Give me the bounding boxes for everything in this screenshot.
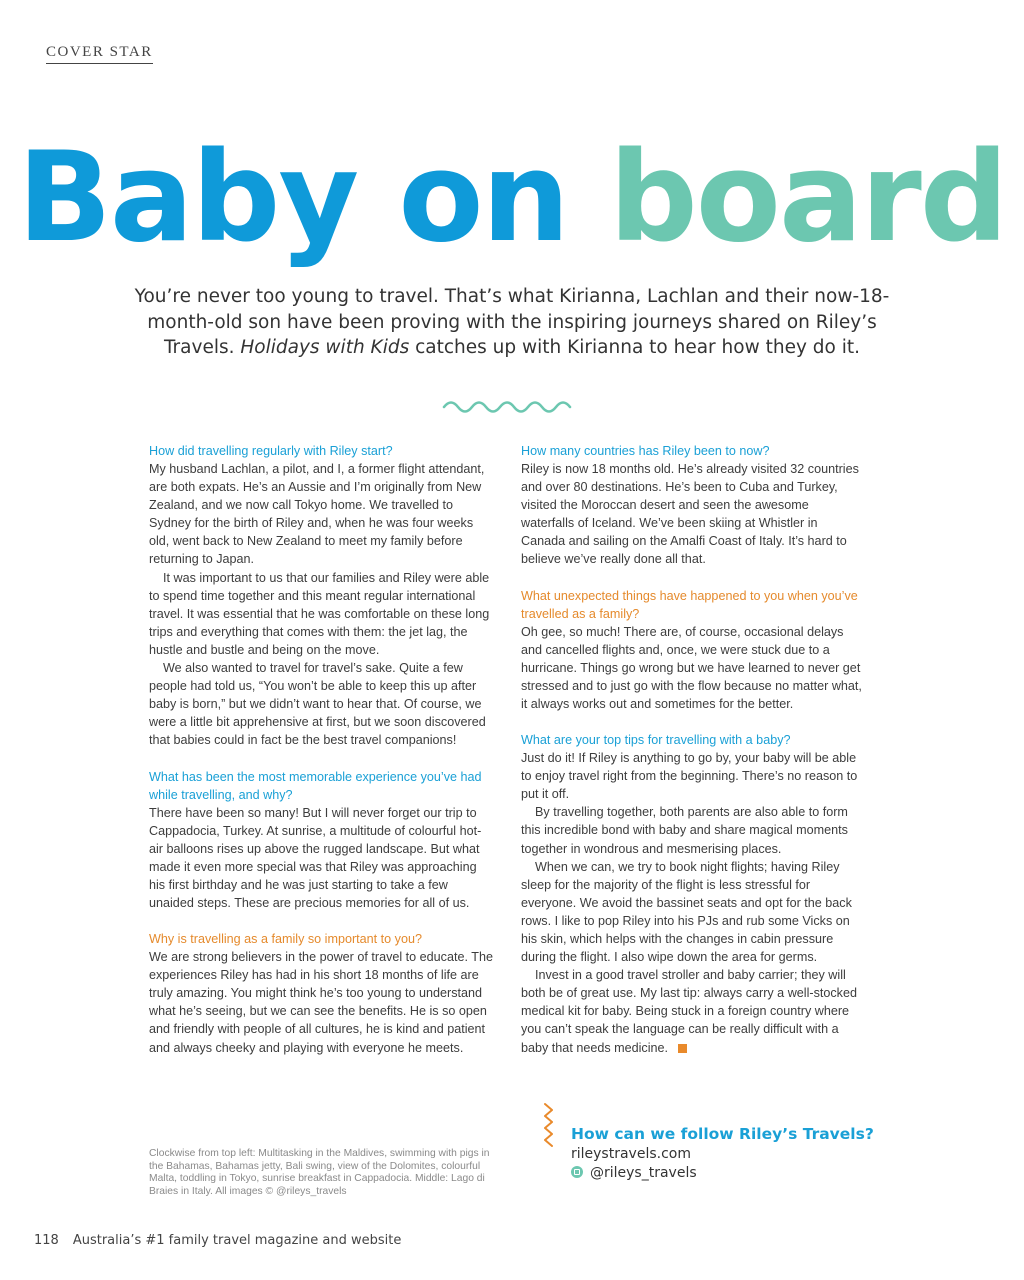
answer-paragraph: There have been so many! But I will never forget our trip to Cappadocia, Turkey. At sunrise, a multitude of colourful hot-air balloons rises up above the rugged landscape. But what made it even more special was that Riley was approaching his first birthday and he was just starting to take a few unaided steps. These are precious memories for all of us. bbox=[149, 805, 482, 910]
answer-paragraph: My husband Lachlan, a pilot, and I, a former flight attendant, are both expats. He’s an Aussie and I’m originally from New Zealand, and we now call Tokyo home. We travelled to Sydney for the birth of Riley and, when he was four weeks old, went back to New Zealand to meet my family before returning to Japan. bbox=[149, 462, 485, 567]
answer-paragraph: We also wanted to travel for travel’s sake. Quite a few people had told us, “You won’t be able to keep this up after baby is born,” but we didn’t want to hear that. Of course, we were a little bit apprehensive at first, but we soon discovered that babies could in fact be the best travel companions! bbox=[149, 661, 486, 748]
answer-text: Invest in a good travel stroller and baby carrier; they will both be of great use. My last tip: always carry a well-stocked medical kit for baby. Being stuck in a foreign country where you can’t speak the language can be really difficult with a baby that needs medicine. bbox=[521, 968, 857, 1055]
follow-box bbox=[538, 1102, 878, 1186]
question-3: Why is travelling as a family so important to you? bbox=[149, 932, 422, 947]
standfirst bbox=[130, 284, 894, 361]
answer-paragraph: We are strong believers in the power of travel to educate. The experiences Riley has had in his short 18 months of life are truly amazing. You might think he’s too young to understand what he’s seeing, but we can see the benefits. He is so open and friendly with people of all cultures, he is kind and patient and always cheeky and playing with everyone he meets. bbox=[149, 950, 493, 1055]
photo-caption: Clockwise from top left: Multitasking in the Maldives, swimming with pigs in the Bahamas, Bahamas jetty, Bali swing, view of the Dolomites, colourful Malta, toddling in Tokyo, sunrise breakfast in Cappadocia. Middle: Lago di Braies in Italy. All images © @rileys_travels bbox=[149, 1148, 490, 1197]
end-mark-icon bbox=[678, 1044, 687, 1053]
right-column bbox=[521, 442, 865, 1057]
answer-paragraph-last bbox=[521, 966, 865, 1056]
page-number: 118 bbox=[34, 1233, 59, 1248]
website-link[interactable]: rileystravels.com bbox=[571, 1146, 691, 1162]
question-1: How did travelling regularly with Riley start? bbox=[149, 444, 393, 458]
headline-part-1: Baby on bbox=[17, 126, 568, 270]
instagram-icon bbox=[571, 1166, 583, 1178]
answer-paragraph: Riley is now 18 months old. He’s already visited 32 countries and over 80 destinations. He’s been to Cuba and Turkey, visited the Moroccan desert and seen the awesome waterfalls of Iceland. We’ve been skiing at Whistler in Canada and sailing on the Amalfi Coast of Italy. It’s hard to believe we’ve really done all that. bbox=[521, 462, 859, 567]
standfirst-text-end: catches up with Kirianna to hear how they do it. bbox=[409, 337, 861, 358]
answer-paragraph: It was important to us that our families and Riley were able to spend time together and this meant regular international travel. It was essential that he was comfortable on these long trips and everything that comes with them: the jet lag, the hustle and bustle and being on the move. bbox=[149, 570, 490, 657]
follow-question: How can we follow Riley’s Travels? bbox=[571, 1125, 874, 1143]
answer-paragraph: By travelling together, both parents are also able to form this incredible bond with baby and share magical moments together in wondrous and mesmerising places. bbox=[521, 805, 848, 856]
left-column bbox=[149, 442, 493, 1057]
footer bbox=[34, 1233, 401, 1248]
section-label: COVER STAR bbox=[46, 44, 153, 64]
question-6: What are your top tips for travelling with a baby? bbox=[521, 733, 791, 748]
question-4: How many countries has Riley been to now? bbox=[521, 444, 770, 458]
answer-paragraph: Oh gee, so much! There are, of course, occasional delays and cancelled flights and, once, we were stuck due to a hurricane. Things go wrong but we have learned to never get stressed and to just go with the flow because no matter what, it always works out and sometimes for the better. bbox=[521, 624, 862, 711]
instagram-handle: @rileys_travels bbox=[590, 1165, 697, 1181]
standfirst-publication: Holidays with Kids bbox=[240, 337, 410, 358]
wave-divider-icon bbox=[442, 396, 572, 414]
instagram-link[interactable] bbox=[571, 1165, 697, 1181]
answer-paragraph: Just do it! If Riley is anything to go by, your baby will be able to enjoy travel right from the beginning. There’s no reason to put it off. bbox=[521, 751, 858, 802]
headline bbox=[0, 128, 1024, 268]
question-2: What has been the most memorable experience you’ve had while travelling, and why? bbox=[149, 769, 482, 802]
zigzag-icon bbox=[538, 1102, 558, 1150]
answer-paragraph: When we can, we try to book night flights; having Riley sleep for the majority of the flight is less stressful for everyone. We avoid the bassinet seats and opt for the back rows. I like to pop Riley into his PJs and rub some Vicks on his skin, which helps with the changes in cabin pressure during the flight. I also wipe down the area for germs. bbox=[521, 859, 852, 965]
question-5: What unexpected things have happened to you when you’ve travelled as a family? bbox=[521, 588, 858, 621]
footer-tagline: Australia’s #1 family travel magazine and website bbox=[72, 1233, 402, 1248]
headline-part-2: board bbox=[609, 126, 1007, 270]
standfirst-text: You’re never too young to travel. That’s what Kirianna, Lachlan and their now-18-month-old son have been proving with the inspiring journeys shared on Riley’s Travels. bbox=[134, 286, 890, 358]
